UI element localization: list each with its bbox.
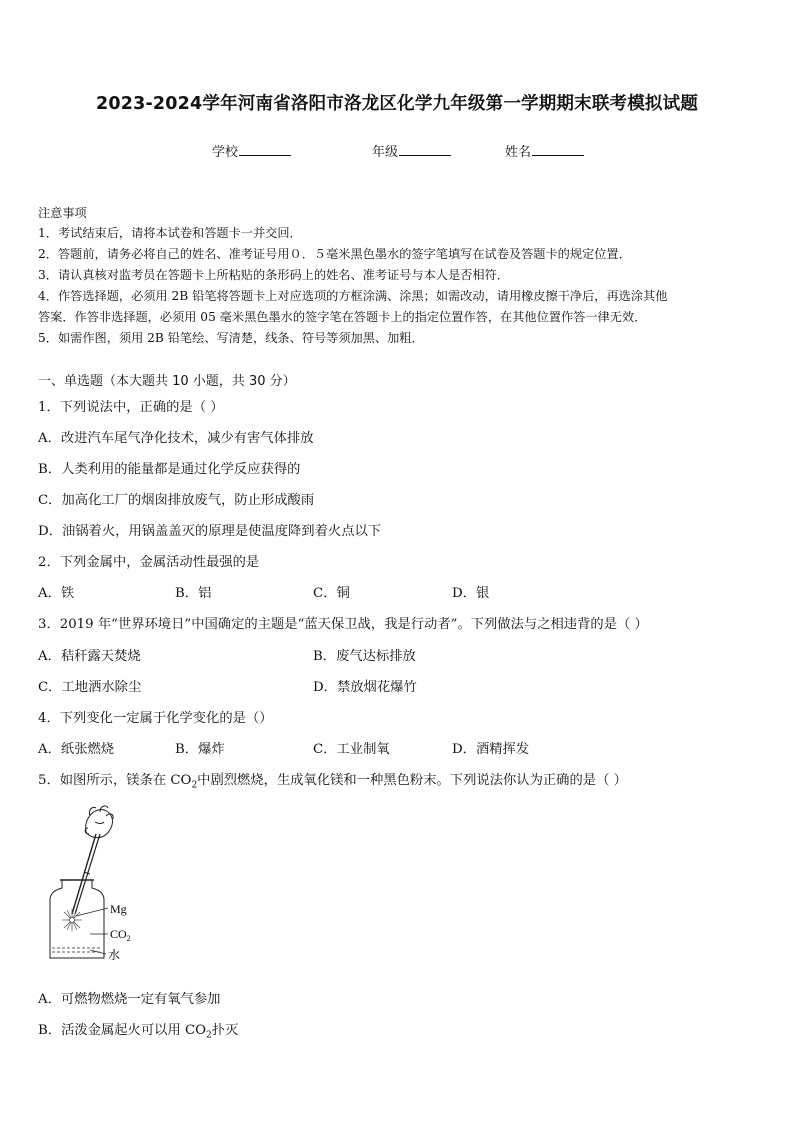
- q1-option-c[interactable]: C．加高化工厂的烟囱排放废气，防止形成酸雨: [38, 493, 315, 508]
- page-title: 2023-2024学年河南省洛阳市洛龙区化学九年级第一学期期末联考模拟试题: [95, 94, 699, 114]
- name-field: [505, 141, 584, 160]
- section-heading: 一、单选题（本大题共 10 小题，共 30 分）: [38, 374, 296, 389]
- q4-option-a[interactable]: A．纸张燃烧: [38, 742, 115, 757]
- q2-stem: 2．下列金属中，金属活动性最强的是: [38, 555, 260, 570]
- q2-option-b[interactable]: B．铝: [175, 586, 212, 601]
- q5-option-b-sub: 2: [206, 1030, 212, 1041]
- q3-option-d[interactable]: D．禁放烟花爆竹: [313, 680, 417, 695]
- q4-option-d[interactable]: D．酒精挥发: [452, 742, 530, 757]
- notice-item: 3．请认真核对监考员在答题卡上所粘贴的条形码上的姓名、准考证号与本人是否相符．: [38, 268, 509, 282]
- school-field: [212, 141, 291, 160]
- label-co2-sub: 2: [126, 934, 131, 943]
- q5-stem-post: 中剧烈燃烧，生成氧化镁和一种黑色粉末。下列说法你认为正确的是（ ）: [197, 773, 627, 788]
- q1-option-b[interactable]: B．人类利用的能量都是通过化学反应获得的: [38, 462, 301, 477]
- tongs-icon: [72, 834, 100, 914]
- q4-option-c[interactable]: C．工业制氧: [313, 742, 390, 757]
- q2-option-c[interactable]: C．铜: [313, 586, 350, 601]
- q4-option-b[interactable]: B．爆炸: [175, 742, 225, 757]
- school-label: 学校: [212, 145, 239, 160]
- grade-label: 年级: [372, 145, 399, 160]
- school-blank[interactable]: [239, 143, 291, 156]
- hand-icon: [85, 806, 113, 838]
- grade-field: [372, 141, 451, 160]
- q5-stem: [38, 769, 627, 791]
- notice-item: 1．考试结束后，请将本试卷和答题卡一并交回．: [38, 226, 302, 240]
- q2-option-d[interactable]: D．银: [452, 586, 490, 601]
- q5-stem-sub: 2: [191, 780, 198, 791]
- q5-option-b[interactable]: [38, 1019, 238, 1041]
- label-co2: [110, 927, 131, 943]
- label-leaders: [76, 908, 108, 954]
- q1-option-d[interactable]: D．油锅着火，用锅盖盖灭的原理是使温度降到着火点以下: [38, 524, 382, 539]
- notice-item: 4．作答选择题，必须用 2B 铅笔将答题卡上对应选项的方框涂满、涂黑；如需改动，请用橡皮擦干净后，再选涂其他: [38, 289, 668, 303]
- name-label: 姓名: [505, 145, 532, 160]
- q3-stem: 3．2019 年“世界环境日”中国确定的主题是“蓝天保卫战，我是行动者”。下列做法与之相违背的是（ ）: [38, 617, 648, 632]
- gas-jar-icon: [50, 880, 104, 958]
- q1-option-a[interactable]: A．改进汽车尾气净化技术，减少有害气体排放: [38, 431, 314, 446]
- notice-item: 答案．作答非选择题，必须用 05 毫米黑色墨水的签字笔在答题卡上的指定位置作答，在其他位置作答一律无效．: [38, 310, 647, 324]
- notice-heading: 注意事项: [38, 206, 87, 220]
- q3-option-a[interactable]: A．秸秆露天焚烧: [38, 649, 141, 664]
- q5-option-b-post: 扑灭: [211, 1023, 239, 1038]
- q3-option-b[interactable]: B．废气达标排放: [313, 649, 416, 664]
- q3-option-c[interactable]: C．工地洒水除尘: [38, 680, 142, 695]
- q2-option-a[interactable]: A．铁: [38, 586, 75, 601]
- q5-option-b-pre: B．活泼金属起火可以用 CO: [38, 1023, 207, 1038]
- notice-item: 2．答题前，请务必将自己的姓名、准考证号用０．５毫米黑色墨水的签字笔填写在试卷及答题卡的规定位置．: [38, 247, 631, 261]
- q1-stem: 1．下列说法中，正确的是（ ）: [38, 400, 224, 415]
- notice-item: 5．如需作图，须用 2B 铅笔绘、写清楚，线条、符号等须加黑、加粗．: [38, 331, 424, 345]
- burning-magnesium-icon: [62, 909, 82, 931]
- label-co2-main: CO: [110, 927, 127, 941]
- q5-option-a[interactable]: A．可燃物燃烧一定有氧气参加: [38, 992, 221, 1007]
- name-blank[interactable]: [532, 143, 584, 156]
- magnesium-co2-diagram: [40, 802, 150, 970]
- label-mg: Mg: [110, 902, 127, 916]
- label-water: 水: [108, 948, 121, 962]
- grade-blank[interactable]: [399, 143, 451, 156]
- q5-stem-pre: 5．如图所示，镁条在 CO: [38, 773, 192, 788]
- q4-stem: 4．下列变化一定属于化学变化的是（）: [38, 711, 273, 726]
